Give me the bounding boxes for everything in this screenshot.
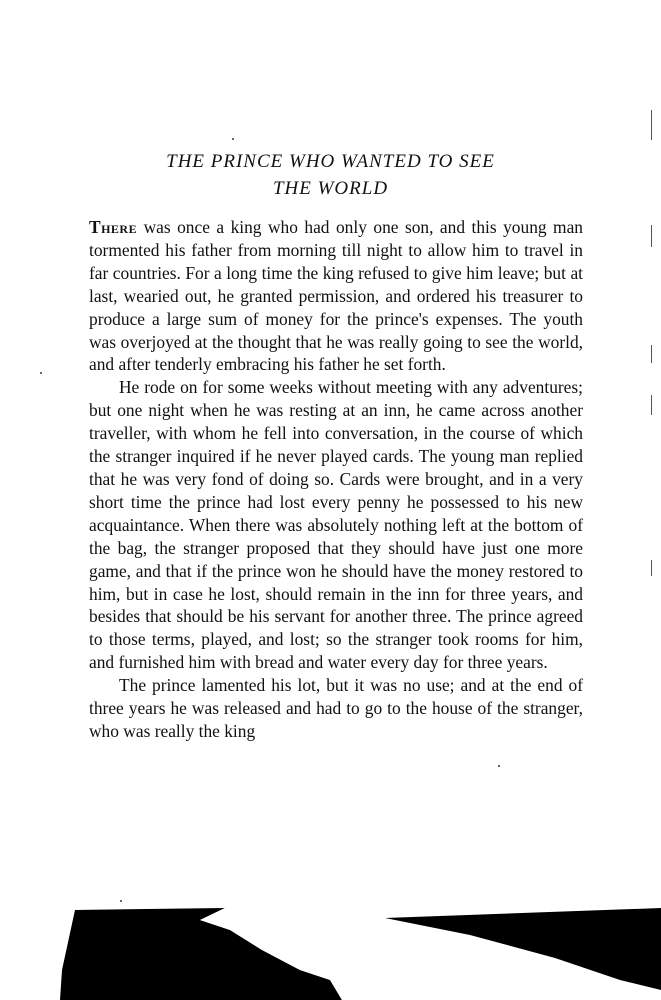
scan-speck	[498, 765, 500, 767]
paragraph-2: He rode on for some weeks without meeting with any adventures; but one night when he was resting at an inn, he came across another traveller, with whom he fell into conversation, in the course of which the stranger inquired if he never played cards. The young man replied that he was very fond of doing so. Cards were brought, and in a very short time the prince had lost every penny he possessed to his new acquaintance. When there was absolutely nothing left at the bottom of the bag, the stranger proposed that they should have just one more game, and that if the prince won he should have the money restored to him, but in case he lost, should remain in the inn for three years, and besides that should be his servant for another three. The prince agreed to those terms, played, and lost; so the stranger took rooms for him, and furnished him with bread and water every day for three years.	[89, 377, 583, 673]
scan-margin-mark	[651, 395, 652, 415]
paragraph-1-text: was once a king who had only one son, and this young man tormented his father from morning till night to allow him to travel in far countries. For a long time the king refused to give him leave; but at last, wearied out, he granted permission, and ordered his treasurer to produce a large sum of money for the prince's expenses. The youth was overjoyed at the thought that he was really going to see the world, and after tenderly embracing his father he set forth.	[89, 217, 583, 375]
scan-margin-mark	[651, 560, 652, 576]
scan-margin-mark	[651, 345, 652, 363]
chapter-title-line-2: THE WORLD	[272, 178, 389, 199]
scan-margin-mark	[651, 110, 652, 140]
opening-word: There	[89, 217, 138, 237]
chapter-body	[89, 216, 583, 743]
paragraph-1	[89, 216, 583, 376]
chapter-title	[0, 148, 661, 202]
chapter-title-line-1: THE PRINCE WHO WANTED TO SEE	[166, 151, 495, 172]
scan-speck	[232, 138, 234, 140]
scan-margin-mark	[651, 225, 652, 247]
scan-shadow	[0, 880, 661, 1000]
paragraph-3: The prince lamented his lot, but it was no use; and at the end of three years he was released and had to go to the house of the stranger, who was really the king	[89, 675, 583, 741]
scan-speck	[40, 372, 42, 374]
